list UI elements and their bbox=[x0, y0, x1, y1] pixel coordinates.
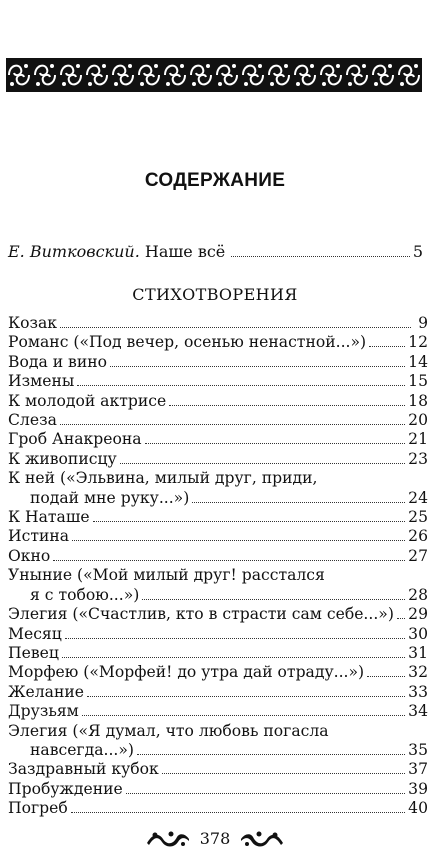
toc-entry-page: 28 bbox=[408, 585, 428, 604]
leader-dots bbox=[72, 540, 405, 541]
leader-dots bbox=[87, 696, 405, 697]
right-flourish-icon bbox=[239, 829, 285, 849]
leader-dots bbox=[65, 638, 405, 639]
toc-entry-page: 29 bbox=[408, 605, 428, 624]
toc-entry-page: 27 bbox=[408, 546, 428, 565]
toc-entry-page: 34 bbox=[408, 702, 428, 721]
leader-dots bbox=[71, 812, 405, 813]
toc-entry bbox=[8, 527, 428, 546]
toc-entry-page: 21 bbox=[408, 430, 428, 449]
toc-entry-title: Романс («Под вечер, осенью ненастной...») bbox=[8, 333, 367, 352]
toc-entry-title-line2: навсегда...») bbox=[30, 740, 134, 759]
toc-entry-title-line2: я с тобою...») bbox=[30, 585, 140, 604]
toc-entry-page: 40 bbox=[408, 799, 428, 818]
leader-dots bbox=[137, 754, 405, 755]
leader-dots bbox=[60, 424, 405, 425]
toc-entry-page: 32 bbox=[408, 663, 428, 682]
toc-entry-page: 30 bbox=[408, 624, 428, 643]
toc-entry bbox=[8, 780, 428, 799]
toc-entry bbox=[8, 722, 428, 761]
leader-dots bbox=[93, 521, 406, 522]
section-heading: СТИХОТВОРЕНИЯ bbox=[132, 285, 298, 304]
toc-entry-page: 25 bbox=[408, 508, 428, 527]
toc-entry-page: 23 bbox=[408, 449, 428, 468]
page-footer bbox=[0, 828, 430, 849]
intro-page: 5 bbox=[412, 242, 423, 261]
toc-entry-title: К Наташе bbox=[8, 508, 90, 527]
decorative-border-ornament bbox=[6, 58, 422, 92]
leader-dots bbox=[110, 366, 405, 367]
toc-entry bbox=[8, 683, 428, 702]
left-flourish-icon bbox=[145, 829, 191, 849]
toc-entry-title: Козак bbox=[8, 314, 58, 332]
toc-entry bbox=[8, 644, 428, 663]
toc-entry-page: 14 bbox=[408, 352, 428, 371]
toc-entry-page: 20 bbox=[408, 411, 428, 430]
toc-entry-title: Окно bbox=[8, 546, 51, 565]
intro-author: Е. Витковский. bbox=[8, 242, 140, 261]
toc-entry-title: К молодой актрисе bbox=[8, 391, 167, 410]
toc-entry-page: 15 bbox=[408, 372, 428, 391]
toc-entry-page: 12 bbox=[408, 333, 428, 352]
toc-entry-title: Певец bbox=[8, 643, 59, 662]
toc-entry-title: Желание bbox=[8, 682, 84, 701]
toc-entry-title-line1: К ней («Эльвина, милый друг, приди, bbox=[8, 469, 318, 488]
toc-entry bbox=[8, 314, 428, 333]
leader-dots bbox=[169, 405, 405, 406]
toc-entry-title: Морфею («Морфей! до утра дай отраду...») bbox=[8, 663, 365, 682]
leader-dots bbox=[192, 502, 405, 503]
toc-entry bbox=[8, 547, 428, 566]
toc-entry-title-line2: подай мне руку...») bbox=[30, 488, 190, 507]
leader-dots bbox=[145, 443, 406, 444]
intro-title: Наше всё bbox=[144, 242, 226, 261]
intro-entry bbox=[8, 242, 423, 261]
toc-entry bbox=[8, 411, 428, 430]
leader-dots bbox=[53, 560, 405, 561]
toc-entry-title: Элегия («Счастлив, кто в страсти сам себе...») bbox=[8, 605, 394, 624]
toc-entry-page: 26 bbox=[408, 527, 428, 546]
toc-entry-page: 33 bbox=[408, 682, 428, 701]
toc-entry bbox=[8, 372, 428, 391]
toc-entry bbox=[8, 450, 428, 469]
leader-dots bbox=[126, 793, 405, 794]
toc-entry-title-line1: Элегия («Я думал, что любовь погасла bbox=[8, 721, 329, 740]
leader-dots bbox=[77, 385, 405, 386]
toc-entry-page: 9 bbox=[418, 314, 428, 332]
toc-entry bbox=[8, 353, 428, 372]
toc-entry bbox=[8, 566, 428, 605]
toc-entry bbox=[8, 760, 428, 779]
toc-entry-title: Вода и вино bbox=[8, 352, 108, 371]
leader-dots bbox=[142, 599, 405, 600]
toc-entry-title: Истина bbox=[8, 527, 70, 546]
toc-entry bbox=[8, 625, 428, 644]
page-title: СОДЕРЖАНИЕ bbox=[144, 170, 286, 191]
toc-entry bbox=[8, 392, 428, 411]
toc-entry-page: 31 bbox=[408, 643, 428, 662]
toc-entry-title: Друзьям bbox=[8, 702, 79, 721]
toc-entry-page: 18 bbox=[408, 391, 428, 410]
toc-entry-page: 35 bbox=[408, 740, 428, 759]
leader-dots bbox=[367, 676, 405, 677]
leader-dots bbox=[231, 256, 410, 257]
toc-entry-title: Погреб bbox=[8, 799, 68, 818]
toc-entry-page: 24 bbox=[408, 488, 428, 507]
leader-dots bbox=[62, 657, 405, 658]
leader-dots bbox=[82, 715, 405, 716]
toc-entry-title: Заздравный кубок bbox=[8, 760, 159, 779]
toc-entry-title: Слеза bbox=[8, 411, 57, 430]
toc-entry bbox=[8, 430, 428, 449]
toc-entry-page: 39 bbox=[408, 779, 428, 798]
toc-entry bbox=[8, 663, 428, 682]
toc-entry-title: Месяц bbox=[8, 624, 62, 643]
toc-entry bbox=[8, 605, 428, 624]
toc-entry-title-line1: Уныние («Мой милый друг! расстался bbox=[8, 566, 325, 585]
leader-dots bbox=[162, 773, 405, 774]
toc-entry bbox=[8, 469, 428, 508]
toc-entry-title: К живописцу bbox=[8, 449, 117, 468]
toc-entry-title: Пробуждение bbox=[8, 779, 123, 798]
toc-entry-page: 37 bbox=[408, 760, 428, 779]
page-number: 378 bbox=[199, 829, 231, 848]
toc-entry bbox=[8, 333, 428, 352]
toc-entry bbox=[8, 702, 428, 721]
toc-entry-title: Измены bbox=[8, 372, 75, 391]
leader-dots bbox=[60, 327, 411, 328]
leader-dots bbox=[120, 463, 406, 464]
toc-entry bbox=[8, 799, 428, 818]
table-of-contents bbox=[8, 314, 428, 819]
toc-entry bbox=[8, 508, 428, 527]
leader-dots bbox=[397, 618, 405, 619]
leader-dots bbox=[369, 346, 405, 347]
toc-entry-title: Гроб Анакреона bbox=[8, 430, 142, 449]
